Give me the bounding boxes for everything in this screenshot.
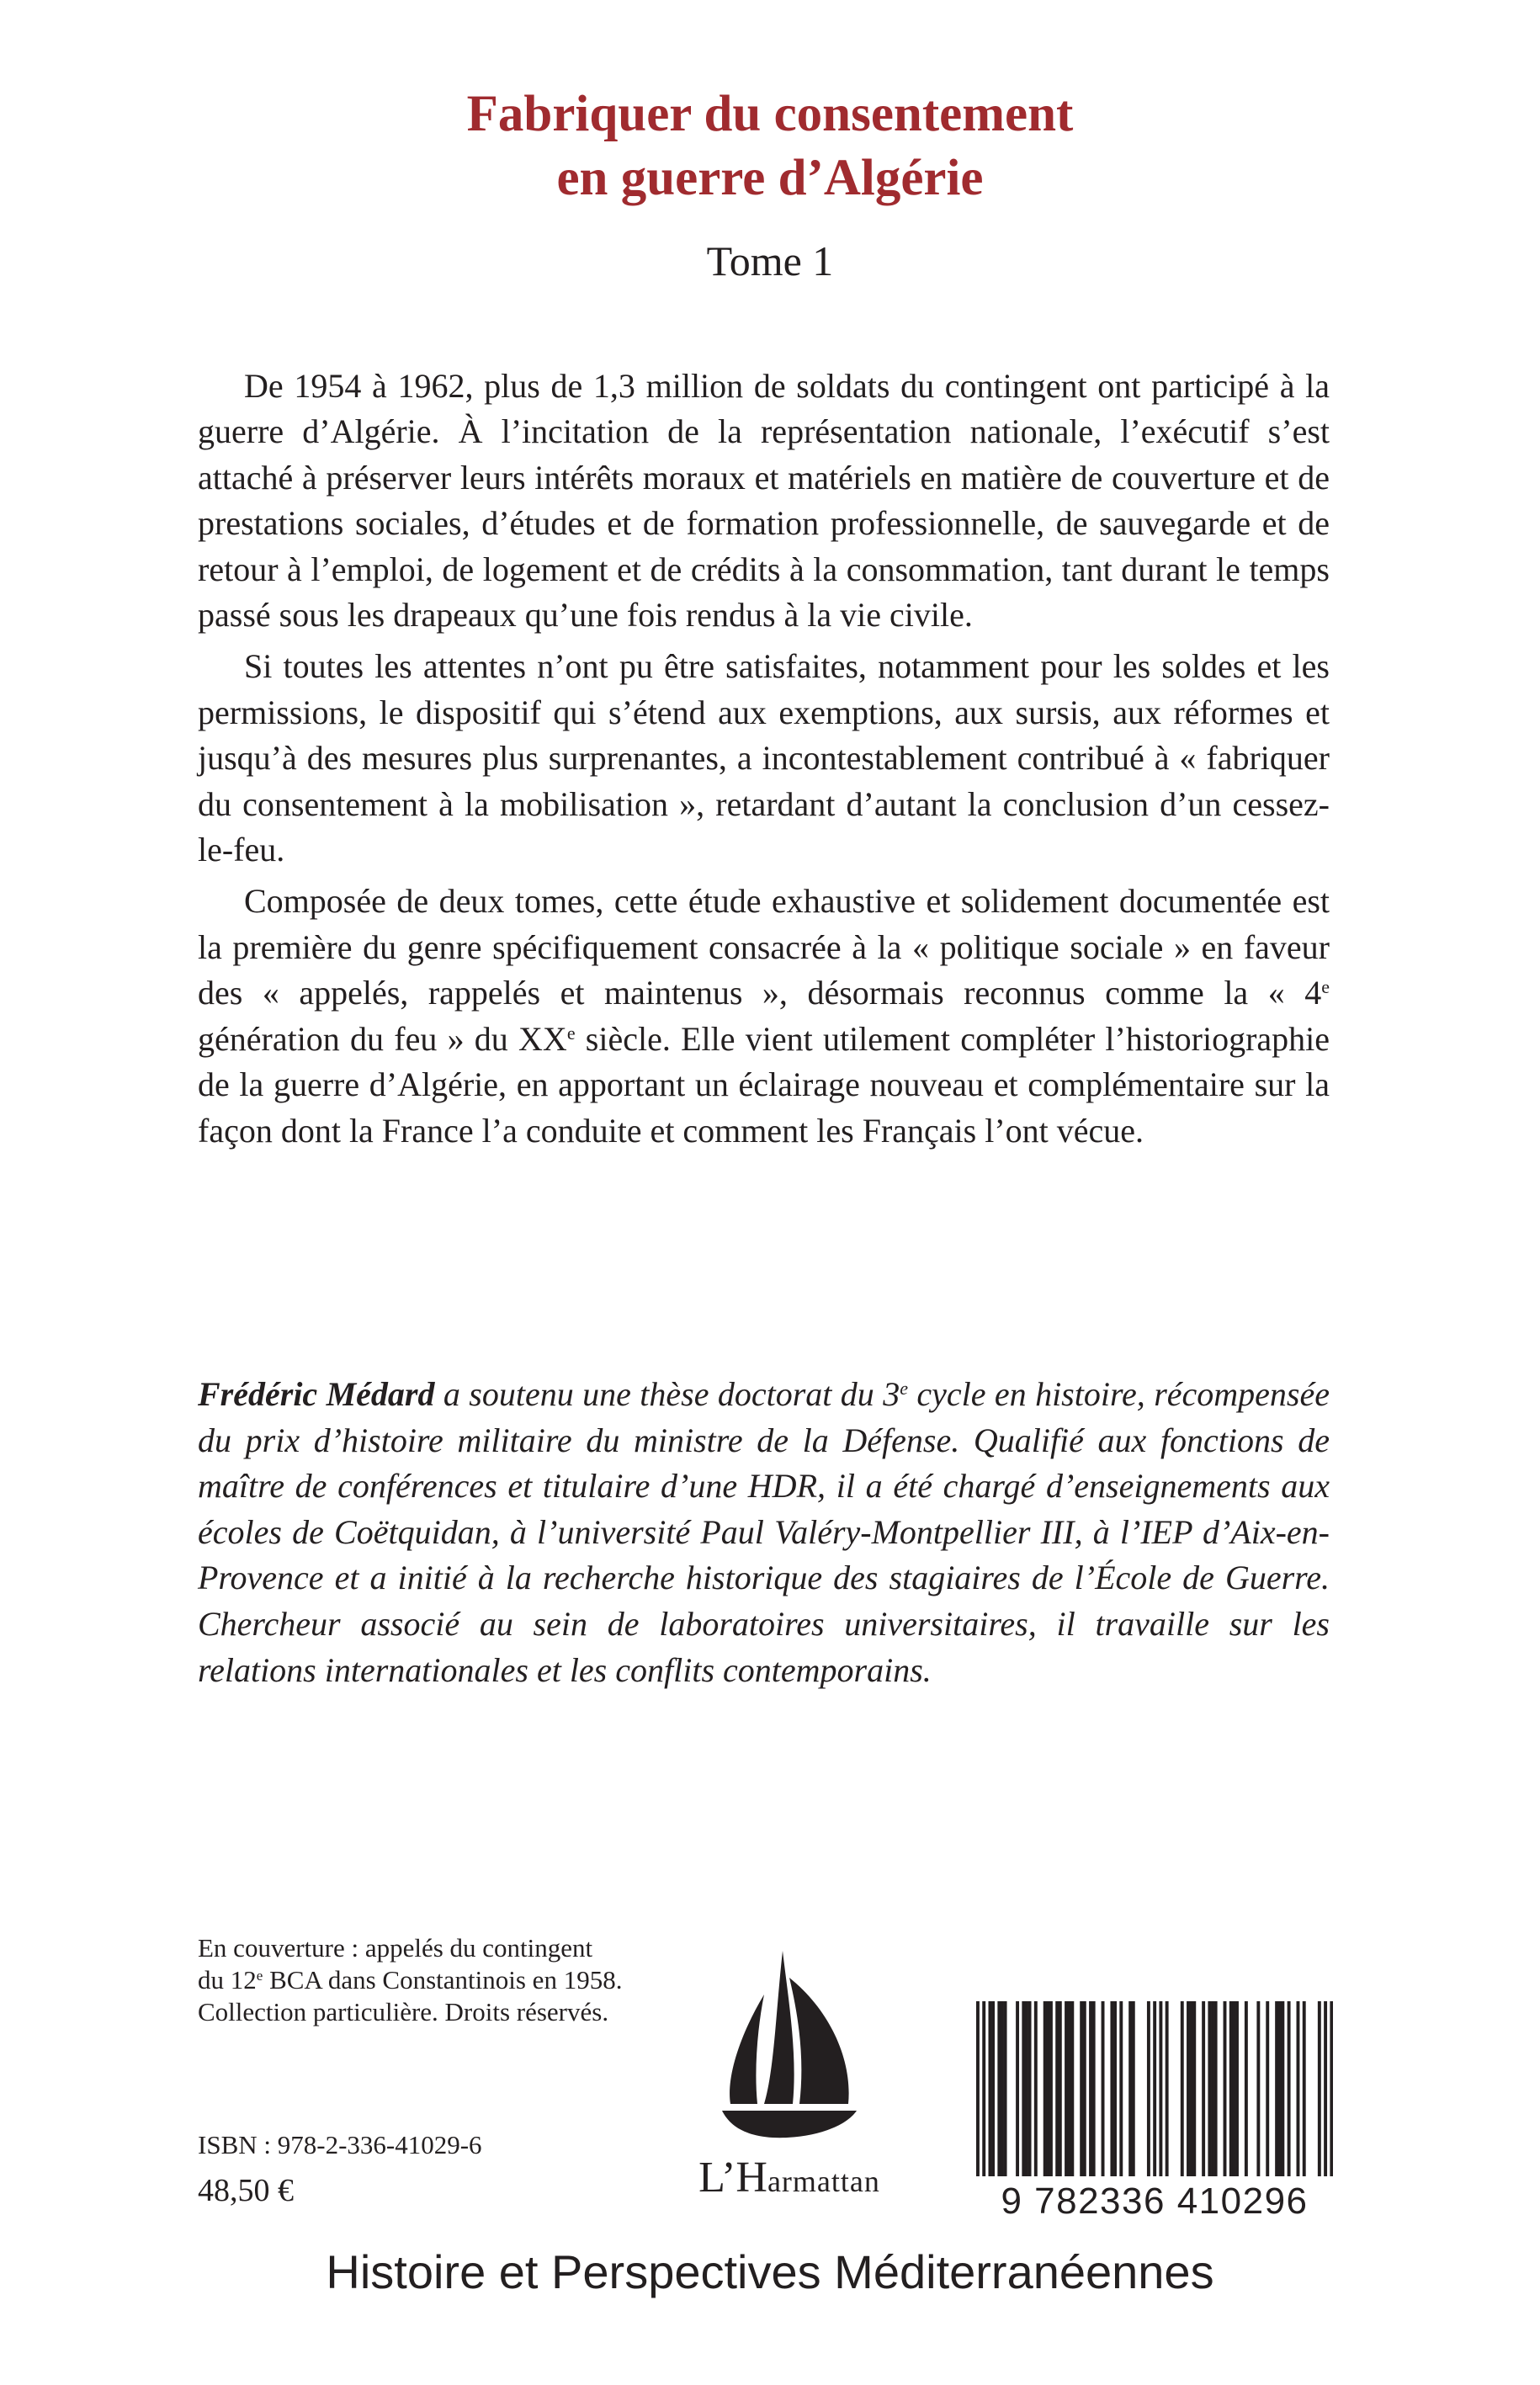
barcode-bar	[1068, 2001, 1071, 2203]
barcode-bar	[1025, 2001, 1028, 2203]
barcode-bar	[1266, 2001, 1269, 2203]
barcode-bar	[1059, 2001, 1062, 2203]
barcode-bar	[976, 2001, 980, 2203]
barcode-bar	[1113, 2001, 1117, 2203]
barcode-bar	[991, 2001, 995, 2203]
publisher-name: L’Harmattan	[698, 2154, 880, 2202]
barcode-bar	[1049, 2001, 1053, 2203]
barcode-bar	[1004, 2001, 1007, 2203]
barcode-bars	[976, 2001, 1333, 2203]
title-line-1: Fabriquer du consentement	[466, 86, 1074, 142]
barcode	[976, 2001, 1333, 2228]
barcode-bar	[1229, 2001, 1233, 2203]
author-bio: Frédéric Médard a soutenu une thèse doctorat du 3e cycle en histoire, récompensée du prix d’histoire militaire du ministre de la Défense. Qualifié aux fonctions de maître de conférences et titulaire d’une HDR, il a été chargé d’enseignements aux écoles de Coëtquidan, à l’université Paul Valéry-Montpellier III, à l’IEP d’Aix-en-Provence et a initié à la recherche historique des stagiaires de l’École de Guerre. Chercheur associé au sein de laboratoires universitaires, il travaille sur les relations internationales et les conflits contemporains.	[198, 1375, 1330, 1689]
publisher-logo	[646, 1944, 932, 2213]
summary	[198, 364, 1330, 1160]
barcode-bar	[989, 2001, 992, 2203]
volume-label: Tome 1	[706, 237, 834, 284]
cover-credit: En couverture : appelés du contingent du 12e BCA dans Constantinois en 1958. Collection particulière. Droits réservés.	[198, 1933, 623, 2026]
barcode-bar	[1147, 2001, 1150, 2203]
sailboat-icon	[705, 1944, 874, 2154]
barcode-bar	[1119, 2001, 1123, 2203]
barcode-bar	[1166, 2001, 1169, 2203]
barcode-bar	[1232, 2001, 1235, 2203]
author-name: Frédéric Médard	[198, 1375, 435, 1413]
barcode-bar	[1288, 2001, 1291, 2203]
book-title	[0, 82, 1540, 210]
barcode-bar	[1016, 2001, 1019, 2203]
barcode-bar	[1092, 2001, 1096, 2203]
barcode-bar	[1256, 2001, 1260, 2203]
barcode-bar	[1211, 2001, 1214, 2203]
barcode-bar	[1153, 2001, 1156, 2203]
isbn: ISBN : 978-2-336-41029-6	[198, 2130, 482, 2159]
price: 48,50 €	[198, 2173, 294, 2208]
barcode-bar	[1132, 2001, 1135, 2203]
barcode-bar	[1214, 2001, 1218, 2203]
barcode-bar	[1224, 2001, 1227, 2203]
barcode-bar	[1324, 2001, 1327, 2203]
barcode-bar	[997, 2001, 1001, 2203]
barcode-bar	[1187, 2001, 1190, 2203]
barcode-bar	[1022, 2001, 1025, 2203]
summary-paragraph-2: Si toutes les attentes n’ont pu être satisfaites, notamment pour les soldes et les permissions, le dispositif qui s’étend aux exemptions, aux sursis, aux réformes et jusqu’à des mesures plus surprenantes, a incontestablement contribué à « fabriquer du consentement à la mobilisation », retardant d’autant la conclusion d’un cessez-le-feu.	[198, 647, 1330, 869]
barcode-bar	[1275, 2001, 1278, 2203]
barcode-bar	[1159, 2001, 1162, 2203]
barcode-bar	[1065, 2001, 1068, 2203]
barcode-bar	[1281, 2001, 1284, 2203]
barcode-bar	[1001, 2001, 1004, 2203]
barcode-bar	[1070, 2001, 1074, 2203]
barcode-bar	[1028, 2001, 1032, 2203]
barcode-bar	[1046, 2001, 1049, 2203]
collection-name: Histoire et Perspectives Méditerranéennes	[326, 2245, 1214, 2298]
summary-paragraph-3: Composée de deux tomes, cette étude exhaustive et solidement documentée est la première du genre spécifiquement consacrée à la « politique sociale » en faveur des « appelés, rappelés et maintenus », désormais reconnus comme la « 4e génération du feu » du XXe siècle. Elle vient utilement compléter l’historiographie de la guerre d’Algérie, en apportant un éclairage nouveau et complémentaire sur la façon dont la France l’a conduite et comment les Français l’ont vécue.	[198, 882, 1330, 1150]
barcode-bar	[1089, 2001, 1092, 2203]
title-line-2: en guerre d’Algérie	[556, 150, 984, 206]
barcode-bar	[982, 2001, 985, 2203]
barcode-bar	[1330, 2001, 1333, 2203]
barcode-bar	[1080, 2001, 1083, 2203]
barcode-bar	[1110, 2001, 1113, 2203]
barcode-bar	[1297, 2001, 1300, 2203]
barcode-bar	[1055, 2001, 1059, 2203]
barcode-bar	[1083, 2001, 1086, 2203]
barcode-bar	[1102, 2001, 1105, 2203]
barcode-bar	[1128, 2001, 1132, 2203]
barcode-bar	[1192, 2001, 1196, 2203]
barcode-bar	[1181, 2001, 1184, 2203]
barcode-bar	[1190, 2001, 1193, 2203]
barcode-bar	[1245, 2001, 1248, 2203]
barcode-bar	[1043, 2001, 1047, 2203]
barcode-digits: 9 782336 410296	[976, 2176, 1333, 2227]
barcode-bar	[1235, 2001, 1239, 2203]
barcode-bar	[1208, 2001, 1211, 2203]
barcode-bar	[1202, 2001, 1205, 2203]
barcode-bar	[1034, 2001, 1038, 2203]
barcode-bar	[1278, 2001, 1282, 2203]
summary-paragraph-1: De 1954 à 1962, plus de 1,3 million de soldats du contingent ont participé à la guerre d’Algérie. À l’incitation de la représentation nationale, l’exécutif s’est attaché à préserver leurs intérêts moraux et matériels en matière de couverture et de prestations sociales, d’études et de formation professionnelle, de sauvegarde et de retour à l’emploi, de logement et de crédits à la consommation, tant durant le temps passé sous les drapeaux qu’une fois rendus à la vie civile.	[198, 367, 1330, 635]
barcode-bar	[1318, 2001, 1321, 2203]
barcode-bar	[1303, 2001, 1306, 2203]
